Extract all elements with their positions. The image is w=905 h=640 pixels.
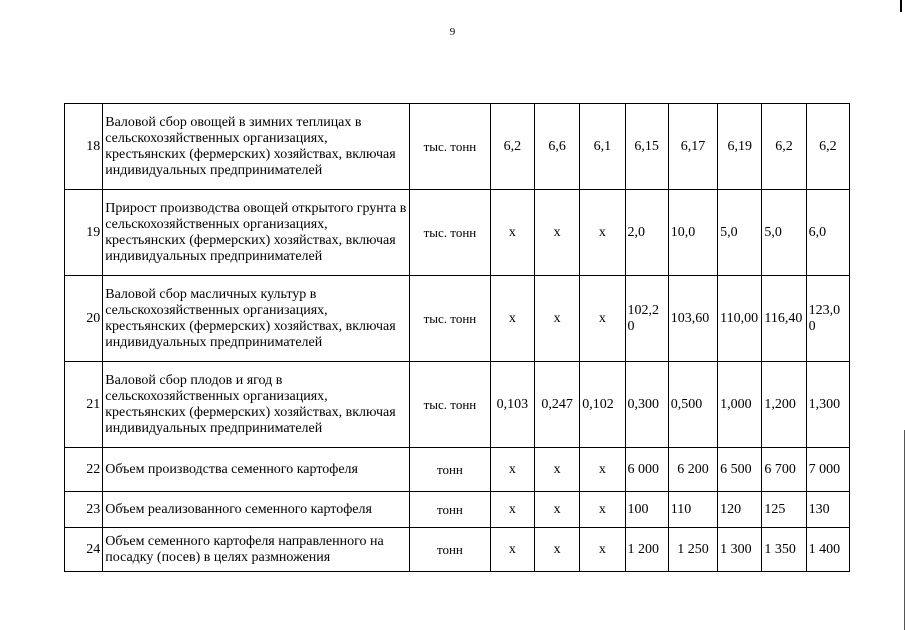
value-cell: 1 200: [625, 528, 668, 572]
unit-cell: тонн: [410, 492, 491, 528]
value-cell: 6 200: [668, 448, 717, 492]
value-cell: х: [534, 448, 579, 492]
value-cell: х: [534, 528, 579, 572]
table-row: [65, 448, 850, 492]
value-cell: 110,00: [718, 276, 762, 362]
value-cell: 2,0: [625, 190, 668, 276]
value-cell: 1,300: [806, 362, 849, 448]
indicator-description: Объем семенного картофеля направленного на посадку (посев) в целях размножения: [103, 528, 410, 572]
table-row: [65, 528, 850, 572]
scan-edge-mark: [900, 0, 902, 12]
value-cell: 0,300: [625, 362, 668, 448]
value-cell: х: [580, 276, 625, 362]
value-cell: 120: [718, 492, 762, 528]
row-number: 19: [65, 190, 103, 276]
value-cell: 125: [762, 492, 806, 528]
indicator-description: Объем реализованного семенного картофеля: [103, 492, 410, 528]
unit-cell: тонн: [410, 528, 491, 572]
indicators-table: [64, 103, 850, 572]
value-cell: 1,000: [718, 362, 762, 448]
value-cell: 10,0: [668, 190, 717, 276]
value-cell: 6,6: [534, 104, 579, 190]
value-cell: х: [580, 492, 625, 528]
value-cell: 1 400: [806, 528, 849, 572]
value-cell: 0,500: [668, 362, 717, 448]
value-cell: 7 000: [806, 448, 849, 492]
value-cell: 6,19: [718, 104, 762, 190]
unit-cell: тыс. тонн: [410, 362, 491, 448]
value-cell: 6,1: [580, 104, 625, 190]
value-cell: 5,0: [718, 190, 762, 276]
value-cell: 6 700: [762, 448, 806, 492]
value-cell: х: [490, 492, 534, 528]
value-cell: 0,103: [490, 362, 534, 448]
indicator-description: Прирост производства овощей открытого грунта в сельскохозяйственных организациях, крестьянских (фермерских) хозяйствах, включая индивидуальных предпринимателей: [103, 190, 410, 276]
value-cell: 6 000: [625, 448, 668, 492]
unit-cell: тыс. тонн: [410, 276, 491, 362]
value-cell: 6,17: [668, 104, 717, 190]
value-cell: 1 350: [762, 528, 806, 572]
table-row: [65, 190, 850, 276]
unit-cell: тыс. тонн: [410, 190, 491, 276]
value-cell: 130: [806, 492, 849, 528]
value-cell: 6,2: [762, 104, 806, 190]
value-cell: 1 250: [668, 528, 717, 572]
value-cell: х: [490, 528, 534, 572]
value-cell: х: [490, 448, 534, 492]
row-number: 22: [65, 448, 103, 492]
table-row: [65, 104, 850, 190]
value-cell: х: [490, 190, 534, 276]
value-cell: х: [580, 528, 625, 572]
value-cell: 100: [625, 492, 668, 528]
value-cell: 5,0: [762, 190, 806, 276]
value-cell: 0,247: [534, 362, 579, 448]
indicator-description: Валовой сбор плодов и ягод в сельскохозяйственных организациях, крестьянских (фермерских) хозяйствах, включая индивидуальных предпринимателей: [103, 362, 410, 448]
value-cell: 103,60: [668, 276, 717, 362]
page-number: 9: [449, 26, 456, 38]
value-cell: х: [534, 276, 579, 362]
value-cell: х: [534, 190, 579, 276]
value-cell: 116,40: [762, 276, 806, 362]
indicator-description: Объем производства семенного картофеля: [103, 448, 410, 492]
table-row: [65, 492, 850, 528]
indicator-description: Валовой сбор масличных культур в сельскохозяйственных организациях, крестьянских (фермерских) хозяйствах, включая индивидуальных предпринимателей: [103, 276, 410, 362]
table-row: [65, 276, 850, 362]
value-cell: 6,2: [490, 104, 534, 190]
row-number: 24: [65, 528, 103, 572]
row-number: 20: [65, 276, 103, 362]
value-cell: 1 300: [718, 528, 762, 572]
value-cell: х: [580, 448, 625, 492]
value-cell: 1,200: [762, 362, 806, 448]
table-row: [65, 362, 850, 448]
value-cell: 6,0: [806, 190, 849, 276]
indicator-description: Валовой сбор овощей в зимних теплицах в сельскохозяйственных организациях, крестьянских (фермерских) хозяйствах, включая индивидуальных предпринимателей: [103, 104, 410, 190]
value-cell: 110: [668, 492, 717, 528]
value-cell: 0,102: [580, 362, 625, 448]
row-number: 21: [65, 362, 103, 448]
value-cell: х: [534, 492, 579, 528]
row-number: 18: [65, 104, 103, 190]
value-cell: 123,00: [806, 276, 849, 362]
unit-cell: тыс. тонн: [410, 104, 491, 190]
value-cell: х: [580, 190, 625, 276]
unit-cell: тонн: [410, 448, 491, 492]
value-cell: х: [490, 276, 534, 362]
row-number: 23: [65, 492, 103, 528]
value-cell: 6 500: [718, 448, 762, 492]
value-cell: 102,20: [625, 276, 668, 362]
value-cell: 6,2: [806, 104, 849, 190]
value-cell: 6,15: [625, 104, 668, 190]
